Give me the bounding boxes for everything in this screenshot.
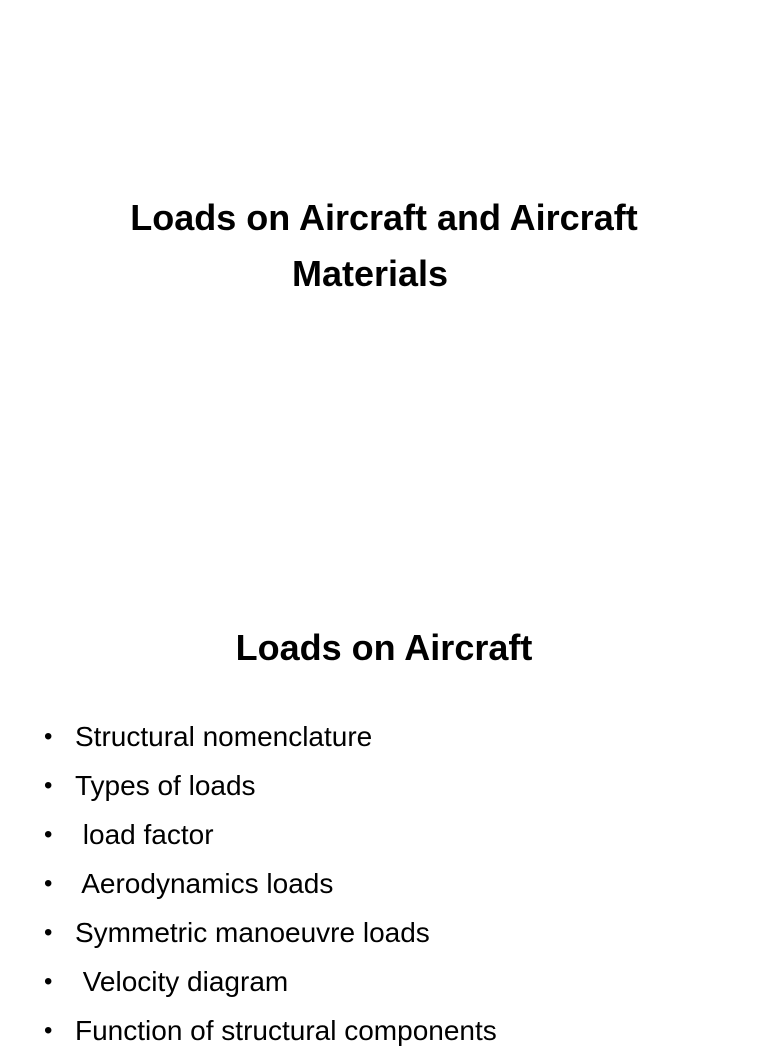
list-item — [44, 712, 497, 761]
bullet-list — [44, 712, 497, 1055]
list-item-text: Structural nomenclature — [75, 721, 373, 752]
list-item — [44, 810, 497, 859]
list-item-text: load factor — [75, 819, 214, 850]
list-item-text: Function of structural components — [75, 1015, 497, 1046]
bullet-icon: • — [44, 772, 53, 799]
list-item — [44, 957, 497, 1006]
slide-title: Loads on Aircraft — [235, 627, 533, 668]
bullet-icon: • — [44, 723, 53, 750]
list-item-text: Symmetric manoeuvre loads — [75, 917, 430, 948]
content-slide — [0, 576, 768, 1046]
bullet-icon: • — [44, 821, 53, 848]
bullet-icon: • — [44, 1017, 53, 1044]
list-item — [44, 908, 497, 957]
list-item — [44, 859, 497, 908]
bullet-icon: • — [44, 968, 53, 995]
list-item-text: Velocity diagram — [75, 966, 289, 997]
list-item — [44, 1006, 497, 1055]
list-item — [44, 761, 497, 810]
bullet-icon: • — [44, 870, 53, 897]
title-line-2: Materials — [291, 253, 449, 294]
presentation-title — [0, 190, 768, 302]
bullet-icon: • — [44, 919, 53, 946]
list-item-text: Types of loads — [75, 770, 256, 801]
list-item-text: Aerodynamics loads — [75, 868, 334, 899]
title-line-1: Loads on Aircraft and Aircraft — [130, 197, 638, 238]
